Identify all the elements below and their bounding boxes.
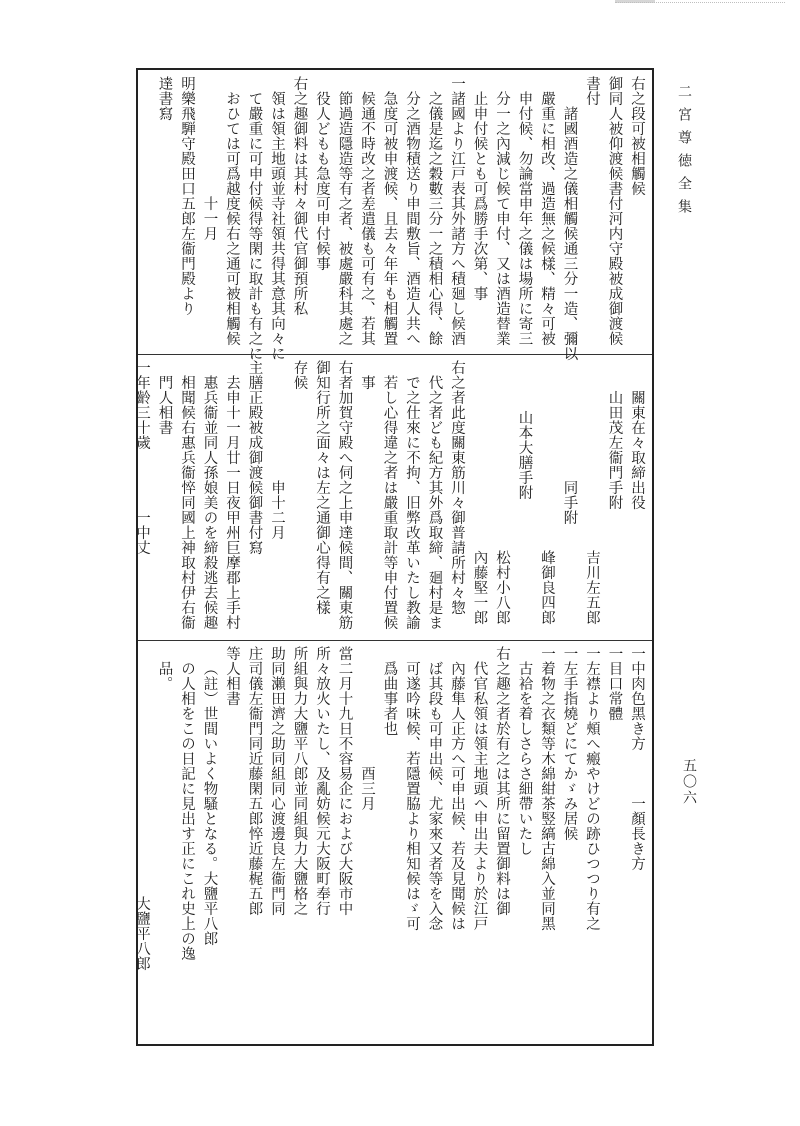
text-column: 松村小八郎 — [494, 550, 510, 625]
text-column: 役人どもも急度可申付候事 — [314, 91, 330, 271]
text-column: 山田茂左衞門手附 — [606, 390, 623, 510]
text-column: 代官私領は領主地頭へ申出夫より於江戸 — [471, 661, 488, 931]
text-column: 御同人被仰渡候書付河内守殿被成御渡候 — [606, 76, 623, 346]
text-column: 右之趣御料は其村々御代官御預所私 — [291, 76, 308, 316]
text-column: ば其段も可申出候、尤家來又者等を入念 — [426, 661, 443, 931]
text-column: 十一月 — [201, 196, 218, 241]
text-column: 品。 — [156, 661, 173, 691]
text-column: 酉三月 — [359, 766, 375, 811]
text-column: 止申付候とも可爲勝手次第、事 — [471, 91, 488, 301]
scan-artifact-dots — [615, 2, 785, 7]
text-column: 右之趣之者於有之は其所に留置御料は御 — [494, 646, 510, 916]
text-column: 爲曲事者也 — [381, 661, 398, 736]
text-column: 內藤堅一郎 — [471, 550, 488, 625]
text-column: 一左手指燒どにてかゞみ居候 — [561, 646, 578, 841]
text-column: 主膳正殿被成御渡候御書付寫 — [246, 360, 263, 555]
text-column: 申十二月 — [269, 480, 285, 540]
text-column: 庄司儀左衞門同近藤閑五郎悴近藤梶五郎 — [246, 646, 263, 916]
text-column: 候通不時改之者差遣儀も可有之、若其 — [359, 91, 375, 346]
text-column: 一年齡三十歲 一中丈 — [134, 360, 150, 555]
text-column: 內藤隼人正方へ可申出候、若及見聞候は — [449, 661, 465, 931]
text-column: 急度可被申渡候、且去々年年も相觸置 — [381, 91, 398, 346]
text-column: 吉川左五郎 — [584, 550, 600, 625]
text-column: 嚴重に相改、過造無之候樣、精々可被 — [539, 91, 555, 346]
text-column: 申付候、勿論當申年之儀は場所に寄三 — [516, 91, 533, 346]
text-column: 一左襟より頰へ瘢やけどの跡ひつつり有之 — [584, 646, 600, 931]
text-column: で之仕來に不拘、旧弊改革いたし教諭 — [404, 375, 420, 630]
text-column: 惠兵衞並同人孫娘美のを締殺逃去候趣 — [201, 375, 218, 630]
text-column: 一着物之衣類等木綿紺茶竪縞古綿入並同黑 — [539, 646, 555, 931]
text-column: 峰御良四郎 — [539, 550, 555, 625]
text-column: 諸國酒造之儀相觸候通三分一造、彌以 — [561, 106, 578, 361]
text-column: （註）世間いよく物騷となる。大鹽平八郎 — [201, 661, 218, 946]
text-column: 達書寫 — [156, 76, 173, 121]
section-upper — [144, 76, 648, 361]
text-column: の人相をこの日記に見出す正にこれ史上の逸 — [179, 661, 195, 961]
text-column: 去申十一月廿一日夜甲州巨摩郡上手村 — [224, 375, 240, 630]
text-column: 同手附 — [561, 480, 578, 525]
text-column: 關東在々取締出役 — [629, 390, 645, 510]
text-column: 一中肉色黑き方 一顏長き方 — [629, 646, 645, 871]
text-column: 右者加賀守殿へ伺之上申達候間、關東筋 — [336, 360, 353, 630]
section-middle-columns — [134, 360, 648, 634]
text-column: 所組與力大鹽平八郎並同組與力大鹽格之 — [291, 646, 308, 916]
text-column: 若し心得違之者は嚴重取計等申付置候 — [381, 375, 398, 630]
page-number: 五〇六 — [681, 758, 697, 806]
section-middle — [134, 360, 648, 634]
text-column: 所々放火いたし、及亂妨候元大阪町奉行 — [314, 646, 330, 916]
text-column: 大鹽平八郎 — [134, 896, 150, 971]
section-lower-columns — [134, 646, 648, 1038]
text-column: 右之者此度關東筋川々御普請所村々惣 — [449, 360, 465, 615]
section-divider-2 — [138, 640, 652, 641]
text-column: 助同瀨田濟之助同組同心渡邊良左衞門同 — [269, 646, 285, 916]
text-column: 可遂吟味候、若隱置脇より相知候はゞ可 — [404, 661, 420, 931]
text-column: 一目口常體 — [606, 646, 623, 721]
text-column: 右之段可被相觸候 — [629, 76, 645, 196]
text-column: 存候 — [291, 360, 308, 390]
text-column: 當二月十九日不容易企におよび大阪市中 — [336, 646, 353, 916]
text-column: て嚴重に可申付候得等閑に取計も有之に — [246, 91, 263, 361]
text-column: 分一之內減じ候て申付、又は酒造替業 — [494, 91, 510, 346]
text-column: 事 — [359, 375, 375, 390]
text-column: 書付 — [584, 76, 600, 106]
text-column: 山本大膳手附 — [516, 410, 533, 500]
text-column: 分之酒物積送り申間敷旨、酒造人共へ — [404, 91, 420, 346]
text-column: 一諸國より江戸表其外諸方へ積廻し候酒 — [449, 76, 465, 346]
text-column: 等人相書 — [224, 646, 240, 706]
section-upper-columns — [144, 76, 648, 361]
text-column: 明樂飛騨守殿田口五郎左衞門殿より — [179, 76, 195, 316]
text-column: 節過造隱造等有之者、被處嚴科其處之 — [336, 91, 353, 346]
section-lower — [134, 646, 648, 1038]
text-column: おひては可爲越度候右之通可被相觸候 — [224, 91, 240, 346]
text-column: 門人相書 — [156, 375, 173, 435]
text-column: 之儀是迄之穀數三分一之積相心得、餘 — [426, 91, 443, 346]
text-column: 領は領主地頭並寺社領共得其意其向々に — [269, 91, 285, 361]
text-column: 御知行所之面々は左之通御心得有之樣 — [314, 360, 330, 615]
text-frame — [136, 68, 654, 1046]
running-head: 二宮尊徳全集 — [676, 84, 692, 222]
text-column: 古袷を着しさらさ細帶いたし — [516, 661, 533, 856]
text-column: 代之者ども紀方其外爲取締、廻村是ま — [426, 375, 443, 630]
text-column: 相聞候右惠兵衞悴同國上神取村伊右衞 — [179, 375, 195, 630]
